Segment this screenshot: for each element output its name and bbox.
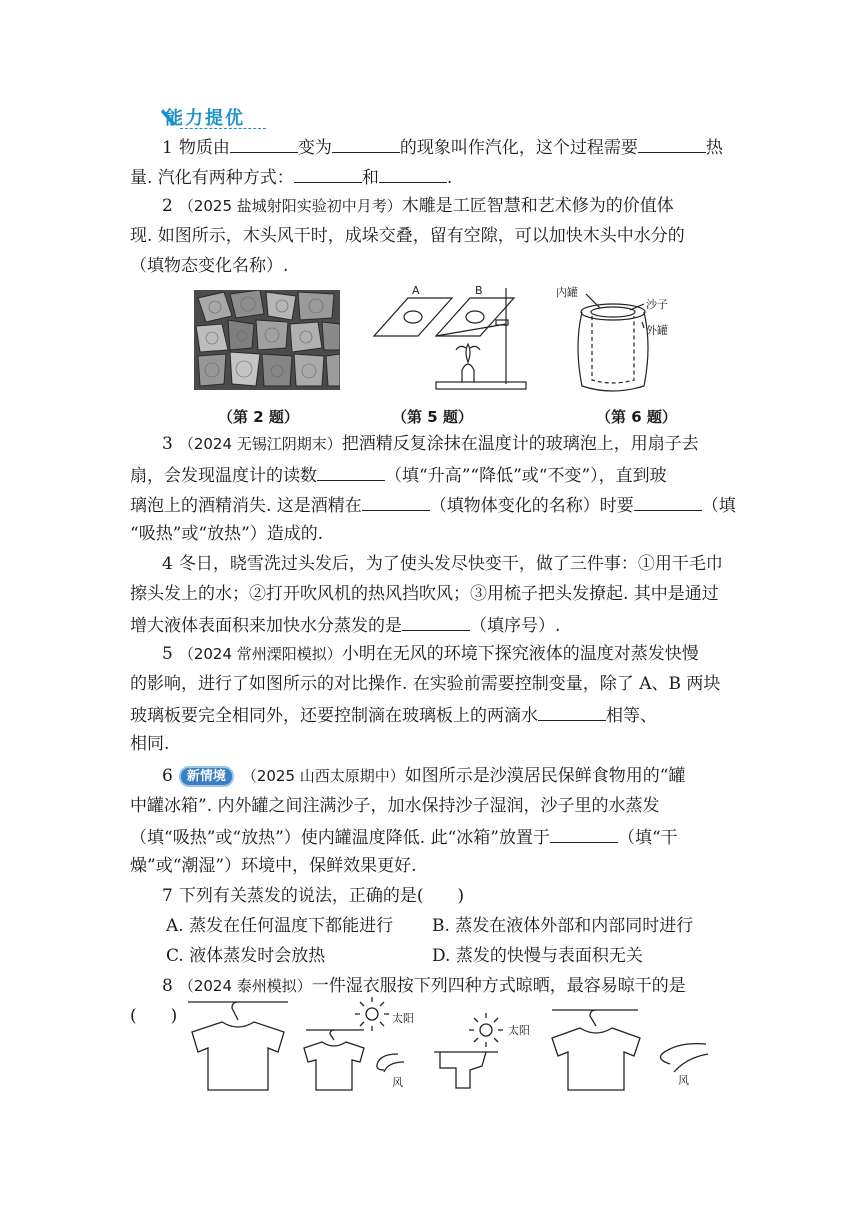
option-b-shirt-sun-wind[interactable]	[304, 997, 404, 1090]
question-3-line-2: 扇，会发现温度计的读数 （填“升高”“降低”或“不变”），直到玻	[130, 462, 667, 488]
plate-a-label: A	[412, 284, 420, 297]
answer-blank[interactable]	[550, 824, 618, 843]
answer-blank[interactable]	[379, 164, 447, 183]
option-a-shirt-shade[interactable]	[188, 1002, 288, 1090]
new-context-badge: 新情境	[179, 766, 234, 787]
question-6-line-4: 燥”或“潮湿”）环境中，保鲜效果更好.	[130, 856, 417, 876]
question-4-line-2: 擦头发上的水；②打开吹风机的热风挡吹风；③用梳子把头发撩起. 其中是通过	[130, 584, 719, 604]
sun-icon	[366, 1008, 378, 1020]
option-c[interactable]: C. 液体蒸发时会放热	[166, 946, 326, 966]
question-6-line-1: 6 新情境 （2025 山西太原期中）如图所示是沙漠居民保鲜食物用的“罐	[162, 766, 686, 786]
question-1-line-2: 量. 汽化有两种方式： 和 .	[130, 164, 452, 190]
stacked-logs-photo	[194, 290, 340, 390]
question-5-line-4: 相同.	[130, 734, 170, 754]
question-2-line-3: （填物态变化名称）.	[130, 256, 289, 276]
figure-6-caption: （第 6 题）	[596, 408, 677, 426]
answer-blank[interactable]	[230, 134, 298, 153]
question-3-line-1: 3 （2024 无锡江阴期末）把酒精反复涂抹在温度计的玻璃泡上，用扇子去	[162, 434, 699, 454]
question-1-line-1: 1 物质由 变为 的现象叫作汽化，这个过程需要 热	[162, 134, 723, 160]
question-5-line-3: 玻璃板要完全相同外，还要控制滴在玻璃板上的两滴水 相等、	[130, 702, 657, 728]
wind-icon	[377, 1054, 404, 1072]
wind-label: 风	[678, 1074, 689, 1087]
sand-label: 沙子	[646, 298, 668, 311]
sun-label: 太阳	[392, 1012, 414, 1025]
question-2-line-1: 2 （2025 盐城射阳实验初中月考）木雕是工匠智慧和艺术修为的价值体	[162, 196, 674, 216]
question-6-line-2: 中罐冰箱”. 内外罐之间注满沙子，加水保持沙子湿润，沙子里的水蒸发	[130, 796, 660, 816]
section-title: 能力提优	[165, 108, 245, 129]
question-4-line-1: 4 冬日，晓雪洗过头发后，为了使头发尽快变干，做了三件事：①用干毛巾	[162, 554, 723, 574]
section-title-underline	[180, 128, 266, 129]
answer-blank[interactable]	[538, 702, 606, 721]
plate-b-label: B	[475, 284, 483, 297]
question-6-line-3: （填“吸热”或“放热”）使内罐温度降低. 此“冰箱”放置于 （填“干	[130, 824, 678, 850]
answer-blank[interactable]	[638, 134, 706, 153]
glass-plate-experiment-diagram	[370, 284, 530, 394]
answer-blank[interactable]	[317, 462, 385, 481]
question-8-line-1: 8 （2024 泰州模拟）一件湿衣服按下列四种方式晾晒，最容易晾干的是	[162, 976, 686, 996]
answer-blank[interactable]	[634, 492, 702, 511]
option-d[interactable]: D. 蒸发的快慢与表面积无关	[432, 946, 643, 966]
figure-2-caption: （第 2 题）	[218, 408, 299, 426]
wind-label: 风	[392, 1076, 403, 1089]
answer-blank[interactable]	[402, 612, 470, 631]
question-4-line-3: 增大液体表面积来加快水分蒸发的是 （填序号）.	[130, 612, 560, 638]
question-7-stem: 7 下列有关蒸发的说法，正确的是( )	[162, 886, 465, 906]
answer-blank[interactable]	[294, 164, 362, 183]
sun-label: 太阳	[508, 1024, 530, 1037]
question-5-line-1: 5 （2024 常州溧阳模拟）小明在无风的环境下探究液体的温度对蒸发快慢	[162, 644, 699, 664]
figure-5-caption: （第 5 题）	[392, 408, 473, 426]
question-3-line-3: 璃泡上的酒精消失. 这是酒精在 （填物体变化的名称）时要 （填	[130, 492, 736, 518]
question-8-line-2: ( )	[130, 1006, 178, 1026]
inner-jar-label: 内罐	[556, 286, 578, 299]
sun-icon	[480, 1024, 492, 1036]
option-b[interactable]: B. 蒸发在液体外部和内部同时进行	[432, 916, 694, 936]
option-c-folded-shirt-sun[interactable]	[434, 1013, 503, 1088]
clothes-drying-options-diagram	[186, 992, 716, 1096]
answer-blank[interactable]	[362, 492, 430, 511]
question-2-line-2: 现. 如图所示，木头风干时，成垛交叠，留有空隙，可以加快木头中水分的	[130, 226, 685, 246]
wind-icon	[660, 1044, 708, 1072]
question-5-line-2: 的影响，进行了如图所示的对比操作. 在实验前需要控制变量，除了 A、B 两块	[130, 674, 721, 694]
outer-jar-label: 外罐	[646, 324, 668, 337]
answer-blank[interactable]	[332, 134, 400, 153]
question-3-line-4: “吸热”或“放热”）造成的.	[130, 524, 324, 544]
pot-in-pot-cooler-diagram	[552, 282, 682, 398]
option-a[interactable]: A. 蒸发在任何温度下都能进行	[166, 916, 394, 936]
